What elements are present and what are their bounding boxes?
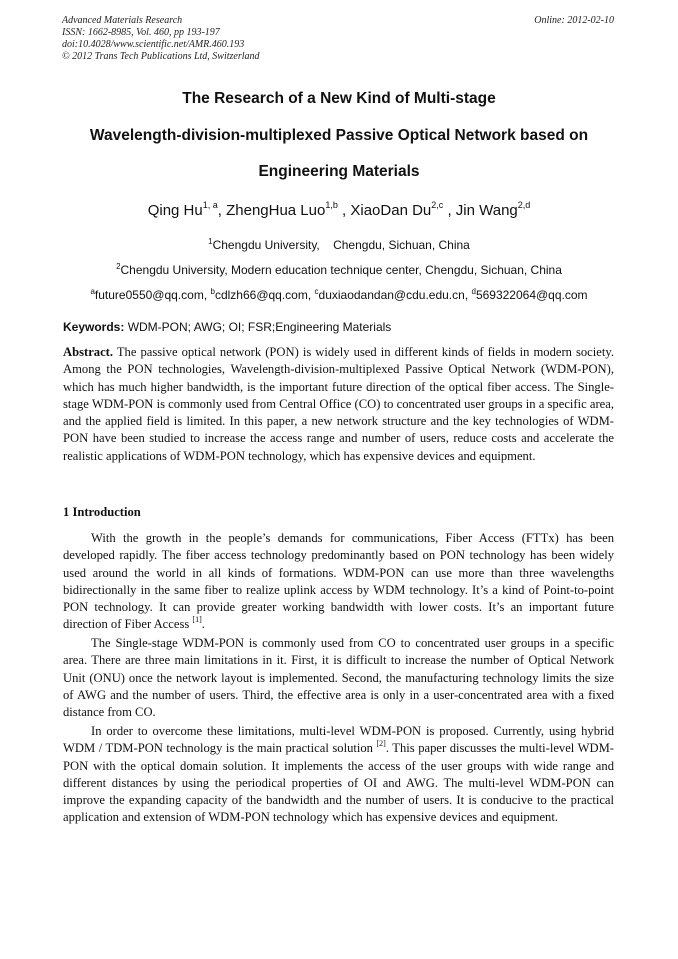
email-mark: d	[471, 287, 476, 296]
author-affiliation-mark: 1, a	[202, 200, 218, 210]
author-affiliation-mark: 2,c	[431, 200, 444, 210]
paper-title-line-1: The Research of a New Kind of Multi-stage	[182, 90, 496, 107]
paragraph-text: In order to overcome these limitations, multi-level WDM-PON is proposed. Currently, using hybrid WDM / TDM-PON technology is the main practical solution	[63, 724, 614, 756]
citation-ref: [1]	[192, 615, 202, 625]
abstract-paragraph	[63, 344, 614, 465]
author-emails	[30, 288, 648, 302]
author-affiliation-mark: 2,d	[517, 200, 531, 210]
keywords-text: WDM-PON; AWG; OI; FSR;Engineering Materials	[124, 320, 392, 334]
email-link: future0550@qq.com,	[94, 288, 211, 302]
author-affiliation-mark: 1,b	[325, 200, 338, 210]
journal-name: Advanced Materials Research	[62, 15, 183, 26]
online-date: Online: 2012-02-10	[534, 15, 614, 26]
keywords-line	[63, 320, 391, 334]
abstract-label: Abstract.	[63, 345, 114, 359]
affiliation-text: Chengdu University, Chengdu, Sichuan, China	[212, 238, 470, 252]
author-name: Jin Wang	[455, 202, 518, 219]
email-mark: c	[314, 287, 319, 296]
affiliation-mark: 1	[208, 237, 213, 246]
email-link: cdlzh66@qq.com,	[214, 288, 315, 302]
keywords-label: Keywords:	[63, 320, 125, 334]
paper-title-line-3: Engineering Materials	[258, 163, 420, 180]
intro-paragraph-2: The Single-stage WDM-PON is commonly used from CO to concentrated user groups in a specific area. There are three main limitations in it. First, it is difficult to increase the number of Optical Network Unit (ONU) once the network layout is implemented. Second, the manufacturing technology limits the size of AWG and the number of users. Third, the effective area is only in a user-concentrated area with a fixed distance from CO.	[63, 636, 614, 720]
author-name: ZhengHua Luo	[226, 202, 326, 219]
author-name: XiaoDan Du	[350, 202, 432, 219]
journal-doi: doi:10.4028/www.scientific.net/AMR.460.193	[62, 39, 245, 50]
intro-paragraph-3	[63, 723, 614, 827]
author-name: Qing Hu	[147, 202, 203, 219]
paragraph-text: With the growth in the people’s demands for communications, Fiber Access (FTTx) has been developed rapidly. The fiber access technology predominantly based on PON technology has been widely used around the world in all kinds of formations. WDM-PON can use more than three wavelengths bidirectionally in the same fiber to realize uplink access by WDM technology. It’s a kind of Point-to-point PON technology. It can provide greater working bandwidth with lower costs. It’s an important future direction of Fiber Access	[63, 531, 614, 632]
affiliation-mark: 2	[116, 262, 121, 271]
citation-ref: [2]	[376, 739, 386, 749]
paragraph-text: . This paper discusses the multi-level WDM-PON with the optical domain solution. It implements the access of the user groups with wide range and different distances by using the periodical properties of OI and AWG. The multi-level WDM-PON can improve the expanding capacity of the bandwidth and the number of users. It is conducive to the practical application and extension of WDM-PON technology which has expensive devices and equipment.	[63, 741, 614, 825]
affiliation-1	[30, 238, 648, 252]
email-link: 569322064@qq.com	[475, 288, 588, 302]
journal-issn: ISSN: 1662-8985, Vol. 460, pp 193-197	[62, 27, 220, 38]
email-link: duxiaodandan@cdu.edu.cn,	[318, 288, 472, 302]
author-separator: ,	[217, 202, 227, 219]
intro-paragraph-1	[63, 530, 614, 634]
affiliation-text: Chengdu University, Modern education technique center, Chengdu, Sichuan, China	[120, 263, 562, 277]
author-separator: ,	[337, 202, 351, 219]
author-separator: ,	[443, 202, 456, 219]
section-heading-introduction: 1 Introduction	[63, 505, 141, 519]
email-mark: a	[90, 287, 95, 296]
paper-title-line-2: Wavelength-division-multiplexed Passive Optical Network based on	[89, 127, 589, 144]
affiliation-2	[30, 263, 648, 277]
email-mark: b	[210, 287, 215, 296]
abstract-text: The passive optical network (PON) is widely used in different kinds of fields in modern society. Among the PON technologies, Wavelength-division-multiplexed Passive Optical Network (WDM-PON), which has much higher bandwidth, is the important future direction of the optical fiber access. The Single-stage WDM-PON is commonly used from Central Office (CO) to concentrated user groups in a specific area, and the applied field is limited. In this paper, a new network structure and the key technologies of WDM-PON have been studied to increase the access range and number of users, reduce costs and accelerate the realistic applications of WDM-PON technology, which has expensive devices and equipment.	[63, 345, 614, 463]
journal-copyright: © 2012 Trans Tech Publications Ltd, Switzerland	[62, 51, 260, 62]
journal-header	[62, 15, 260, 63]
author-list	[40, 202, 638, 219]
paragraph-text: .	[201, 617, 205, 632]
